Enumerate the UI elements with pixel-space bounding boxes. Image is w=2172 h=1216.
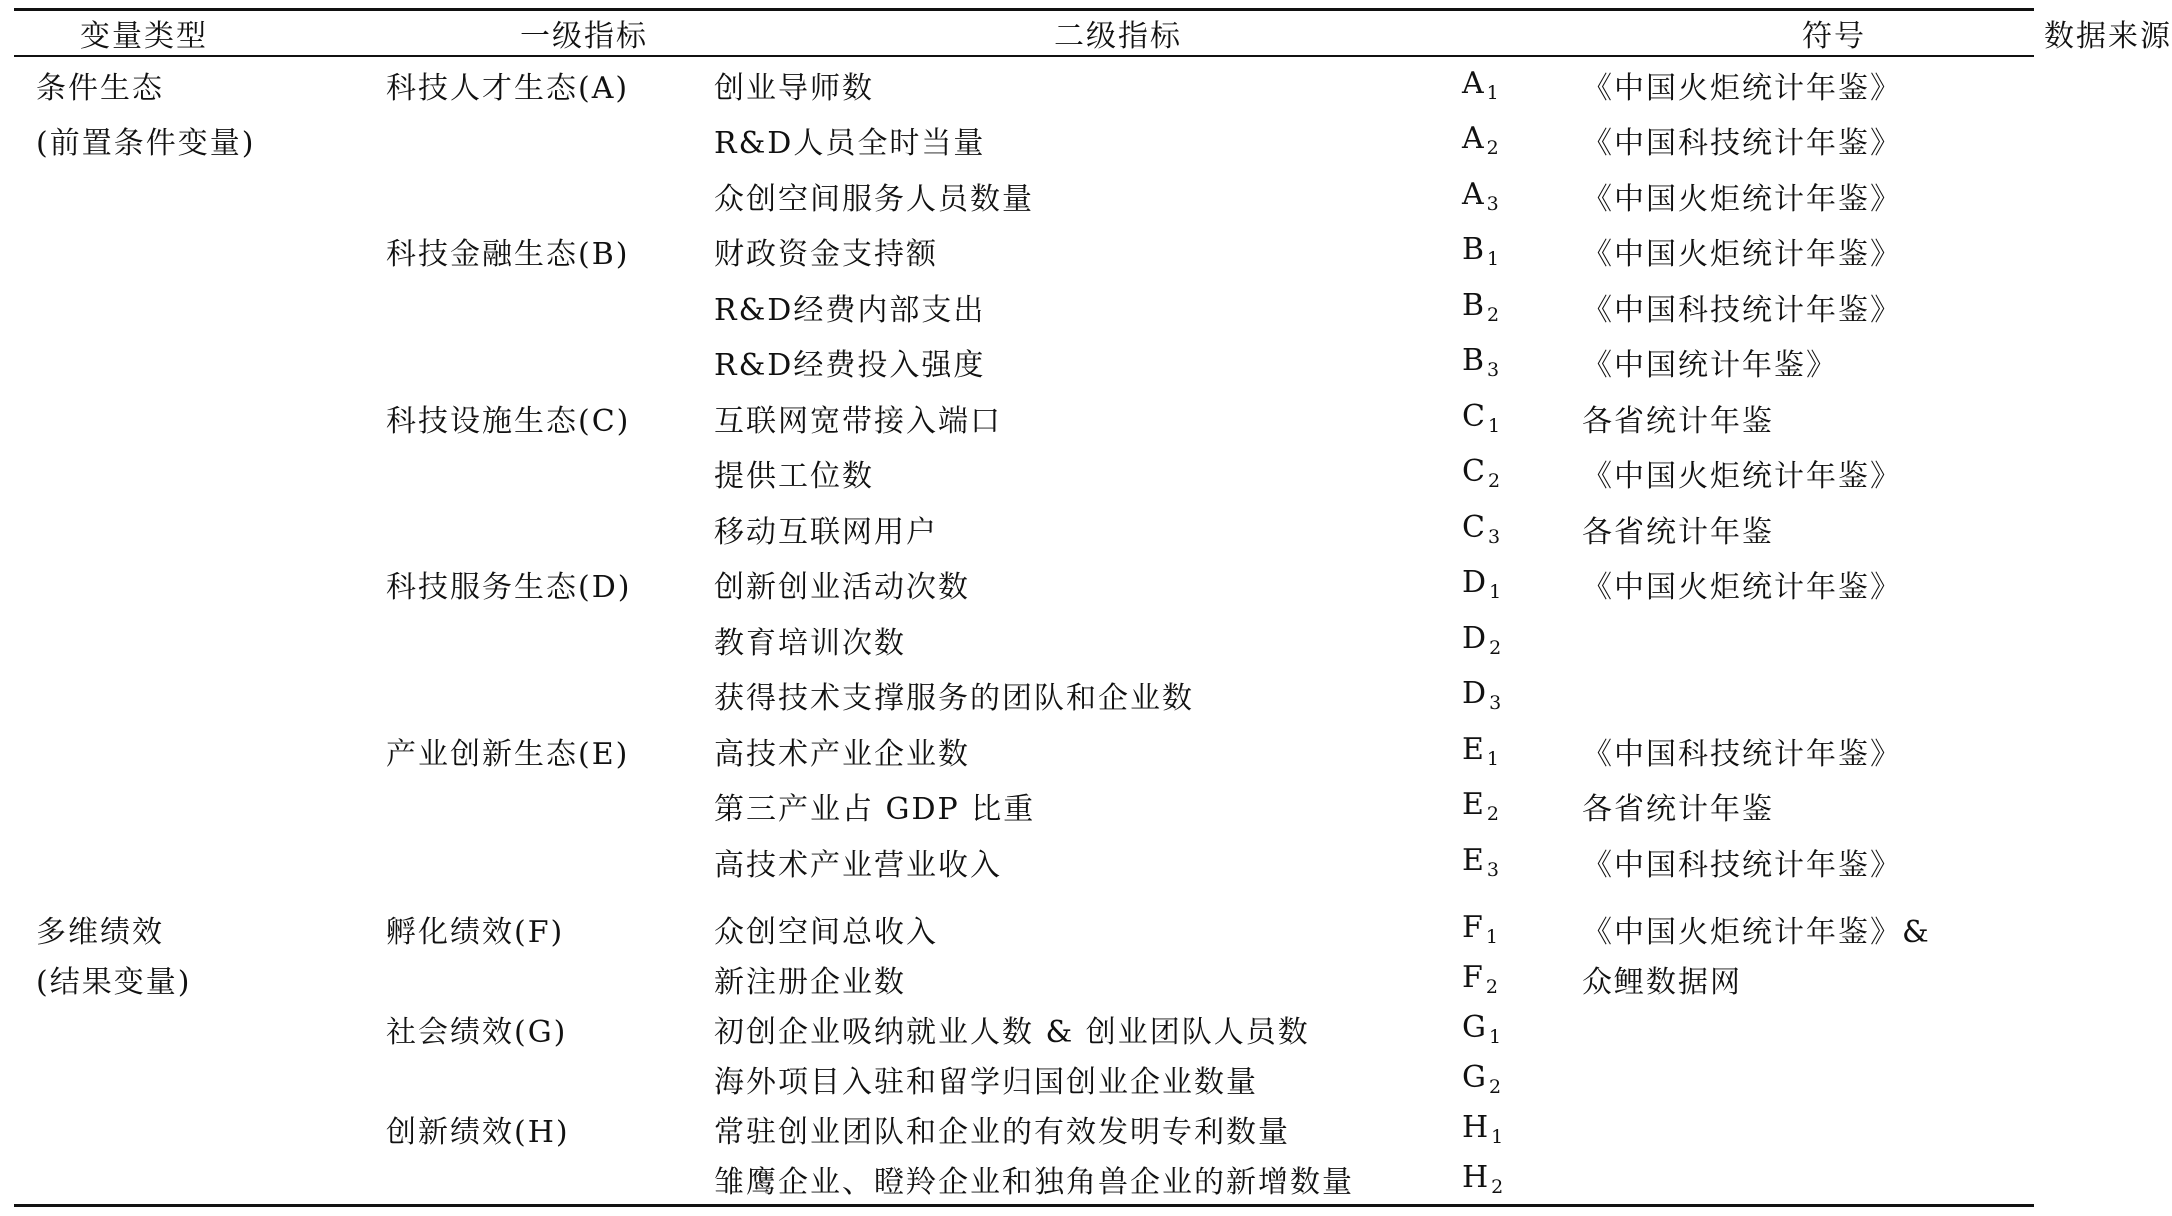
cell-level2-indicator: 第三产业占 GDP 比重 [714,792,1036,828]
table-row [14,834,2034,890]
cell-symbol [1448,557,1578,613]
bottom-rule [14,1204,2034,1207]
table-row [14,57,2034,113]
table-row [14,723,2034,779]
table-header [14,11,2172,55]
table-body [14,57,2034,1204]
symbol-subscript: 2 [1486,137,1501,160]
symbol-subscript: 2 [1491,1175,1506,1198]
cell-variable-type [14,279,386,335]
cell-level2-indicator: 创新创业活动次数 [714,570,970,606]
cell-level1-indicator: 科技人才生态(A) [386,70,630,106]
indicator-table-body [14,57,2034,1204]
symbol-letter: A [1462,176,1486,212]
indicator-table-container [14,8,2172,1207]
header-row [14,11,2034,55]
gap-cell [14,890,386,904]
cell-symbol [1448,168,1578,224]
cell-level2-indicator: 众创空间总收入 [714,914,938,950]
symbol-subscript: 2 [1487,303,1502,326]
cell-variable-type [14,446,386,502]
cell-level1-indicator [386,779,714,835]
cell-level2-indicator: 高技术产业营业收入 [714,847,1002,883]
cell-data-source [1578,1104,2034,1154]
symbol-subscript: 3 [1487,359,1502,382]
header-data-source: 数据来源 [2044,19,2172,54]
cell-level1-indicator [386,335,714,391]
cell-level1-indicator [386,279,714,335]
cell-data-source: 《中国科技统计年鉴》 [1582,847,1902,883]
symbol-subscript: 1 [1489,581,1504,604]
cell-level1-indicator: 科技服务生态(D) [386,570,632,606]
cell-data-source: 《中国科技统计年鉴》 [1582,126,1902,162]
cell-level2-indicator: 提供工位数 [714,459,874,495]
symbol-letter: D [1462,676,1489,712]
gap-cell [714,890,1448,904]
symbol-letter: A [1462,121,1486,157]
table-row [14,668,2034,724]
symbol-subscript: 1 [1488,1025,1504,1048]
symbol-letter: C [1462,398,1487,434]
cell-level2-indicator: 初创企业吸纳就业人数 & 创业团队人员数 [714,1014,1310,1050]
table-row [14,335,2034,391]
cell-data-source: 众鲤数据网 [1582,964,1742,1000]
cell-level2-indicator: 创业导师数 [714,70,874,106]
cell-data-source: 《中国统计年鉴》 [1582,348,1838,384]
cell-data-source [1578,668,2034,724]
cell-level1-indicator: 创新绩效(H) [386,1114,570,1150]
symbol-subscript: 2 [1485,975,1500,998]
symbol-subscript: 1 [1491,1125,1506,1148]
cell-variable-type [14,168,386,224]
symbol-subscript: 2 [1487,470,1503,493]
cell-data-source: 各省统计年鉴 [1582,792,1774,828]
cell-variable-type [14,390,386,446]
cell-data-source: 《中国火炬统计年鉴》& [1582,914,1931,950]
symbol-letter: B [1462,287,1487,323]
cell-level2-indicator: 教育培训次数 [714,625,906,661]
cell-level1-indicator [386,954,714,1004]
symbol-letter: E [1462,787,1486,823]
cell-symbol [1448,723,1578,779]
cell-symbol [1448,1004,1578,1054]
cell-variable-type [14,1154,386,1204]
cell-level2-indicator: 移动互联网用户 [714,514,938,550]
symbol-letter: H [1462,1159,1491,1195]
cell-symbol [1448,779,1578,835]
symbol-letter: G [1462,1009,1488,1045]
cell-data-source: 《中国火炬统计年鉴》 [1582,237,1902,273]
table-row [14,1054,2034,1104]
symbol-letter: C [1462,454,1487,490]
gap-cell [1578,890,2034,904]
cell-variable-type [14,224,386,280]
cell-symbol [1448,113,1578,169]
cell-variable-type [14,501,386,557]
cell-level1-indicator [386,668,714,724]
cell-level2-indicator: 互联网宽带接入端口 [714,403,1002,439]
cell-variable-type [14,668,386,724]
gap-cell [386,890,714,904]
cell-level2-indicator: 常驻创业团队和企业的有效发明专利数量 [714,1114,1290,1150]
cell-symbol [1448,954,1578,1004]
symbol-letter: A [1462,65,1486,101]
symbol-subscript: 3 [1486,192,1501,215]
symbol-letter: C [1462,509,1487,545]
cell-data-source: 各省统计年鉴 [1582,514,1774,550]
symbol-letter: B [1462,232,1487,268]
cell-symbol [1448,224,1578,280]
symbol-subscript: 2 [1488,1075,1504,1098]
symbol-subscript: 3 [1489,692,1504,715]
cell-symbol [1448,1054,1578,1104]
gap-cell [1448,890,1578,904]
symbol-letter: B [1462,343,1487,379]
cell-symbol [1448,904,1578,954]
table-row [14,779,2034,835]
cell-symbol [1448,279,1578,335]
header-symbol: 符号 [1802,19,1866,54]
cell-variable-type [14,723,386,779]
cell-data-source [1578,612,2034,668]
cell-level1-indicator [386,446,714,502]
cell-level2-indicator: 财政资金支持额 [714,237,938,273]
cell-level1-indicator: 孵化绩效(F) [386,914,565,950]
cell-level2-indicator: R&D经费投入强度 [714,348,986,384]
cell-variable-type [14,335,386,391]
cell-level2-indicator: R&D人员全时当量 [714,126,986,162]
header-level2-indicator: 二级指标 [1054,19,1182,54]
cell-level1-indicator: 科技金融生态(B) [386,237,630,273]
table-row [14,612,2034,668]
cell-variable-type: 条件生态 [36,70,164,106]
cell-variable-type [14,1054,386,1104]
cell-data-source: 《中国科技统计年鉴》 [1582,292,1902,328]
header-variable-type: 变量类型 [80,19,208,54]
table-row [14,954,2034,1004]
symbol-subscript: 3 [1487,525,1503,548]
cell-symbol [1448,834,1578,890]
table-row [14,557,2034,613]
table-row [14,446,2034,502]
symbol-subscript: 2 [1489,636,1504,659]
cell-symbol [1448,390,1578,446]
table-row [14,113,2034,169]
symbol-subscript: 1 [1486,747,1501,770]
cell-data-source [1578,1054,2034,1104]
cell-variable-type [14,834,386,890]
cell-level1-indicator [386,501,714,557]
cell-data-source: 《中国科技统计年鉴》 [1582,736,1902,772]
symbol-letter: D [1462,620,1489,656]
symbol-letter: E [1462,842,1486,878]
cell-level2-indicator: 新注册企业数 [714,964,906,1000]
cell-data-source [1578,1004,2034,1054]
table-row [14,1004,2034,1054]
cell-symbol [1448,501,1578,557]
cell-data-source: 《中国火炬统计年鉴》 [1582,181,1902,217]
symbol-subscript: 2 [1486,803,1501,826]
cell-symbol [1448,668,1578,724]
cell-symbol [1448,57,1578,113]
cell-level1-indicator [386,1154,714,1204]
symbol-subscript: 1 [1487,414,1503,437]
cell-level1-indicator: 科技设施生态(C) [386,403,631,439]
symbol-subscript: 1 [1485,925,1500,948]
cell-variable-type [14,612,386,668]
table-row [14,501,2034,557]
symbol-letter: E [1462,731,1486,767]
symbol-letter: G [1462,1059,1488,1095]
cell-level2-indicator: 海外项目入驻和留学归国创业企业数量 [714,1064,1258,1100]
table-row [14,904,2034,954]
cell-level2-indicator: R&D经费内部支出 [714,292,986,328]
cell-variable-type: (前置条件变量) [36,126,256,162]
cell-symbol [1448,1104,1578,1154]
cell-symbol [1448,446,1578,502]
table-row [14,168,2034,224]
cell-level2-indicator: 众创空间服务人员数量 [714,181,1034,217]
cell-symbol [1448,335,1578,391]
cell-level1-indicator [386,1054,714,1104]
symbol-subscript: 1 [1486,81,1501,104]
cell-data-source: 《中国火炬统计年鉴》 [1582,459,1902,495]
cell-data-source: 各省统计年鉴 [1582,403,1774,439]
cell-level2-indicator: 高技术产业企业数 [714,736,970,772]
cell-level1-indicator: 产业创新生态(E) [386,736,630,772]
cell-level1-indicator: 社会绩效(G) [386,1014,568,1050]
section-gap [14,890,2034,904]
cell-variable-type [14,779,386,835]
indicator-table [14,11,2172,55]
symbol-subscript: 3 [1486,858,1501,881]
cell-level1-indicator [386,834,714,890]
symbol-letter: D [1462,565,1489,601]
table-row [14,1154,2034,1204]
table-row [14,1104,2034,1154]
symbol-letter: H [1462,1109,1491,1145]
cell-data-source [1578,1154,2034,1204]
table-row [14,224,2034,280]
cell-level2-indicator: 获得技术支撑服务的团队和企业数 [714,681,1194,717]
cell-level2-indicator: 雏鹰企业、瞪羚企业和独角兽企业的新增数量 [714,1164,1354,1200]
cell-level1-indicator [386,113,714,169]
cell-variable-type [14,1004,386,1054]
symbol-letter: F [1462,909,1485,945]
table-row [14,279,2034,335]
cell-symbol [1448,612,1578,668]
cell-data-source: 《中国火炬统计年鉴》 [1582,570,1902,606]
cell-variable-type [14,557,386,613]
symbol-subscript: 1 [1487,248,1502,271]
cell-variable-type: (结果变量) [36,964,192,1000]
cell-data-source: 《中国火炬统计年鉴》 [1582,70,1902,106]
table-row [14,390,2034,446]
header-level1-indicator: 一级指标 [520,19,648,54]
cell-symbol [1448,1154,1578,1204]
cell-level1-indicator [386,612,714,668]
cell-level1-indicator [386,168,714,224]
cell-variable-type [14,1104,386,1154]
cell-variable-type: 多维绩效 [36,914,164,950]
symbol-letter: F [1462,959,1485,995]
